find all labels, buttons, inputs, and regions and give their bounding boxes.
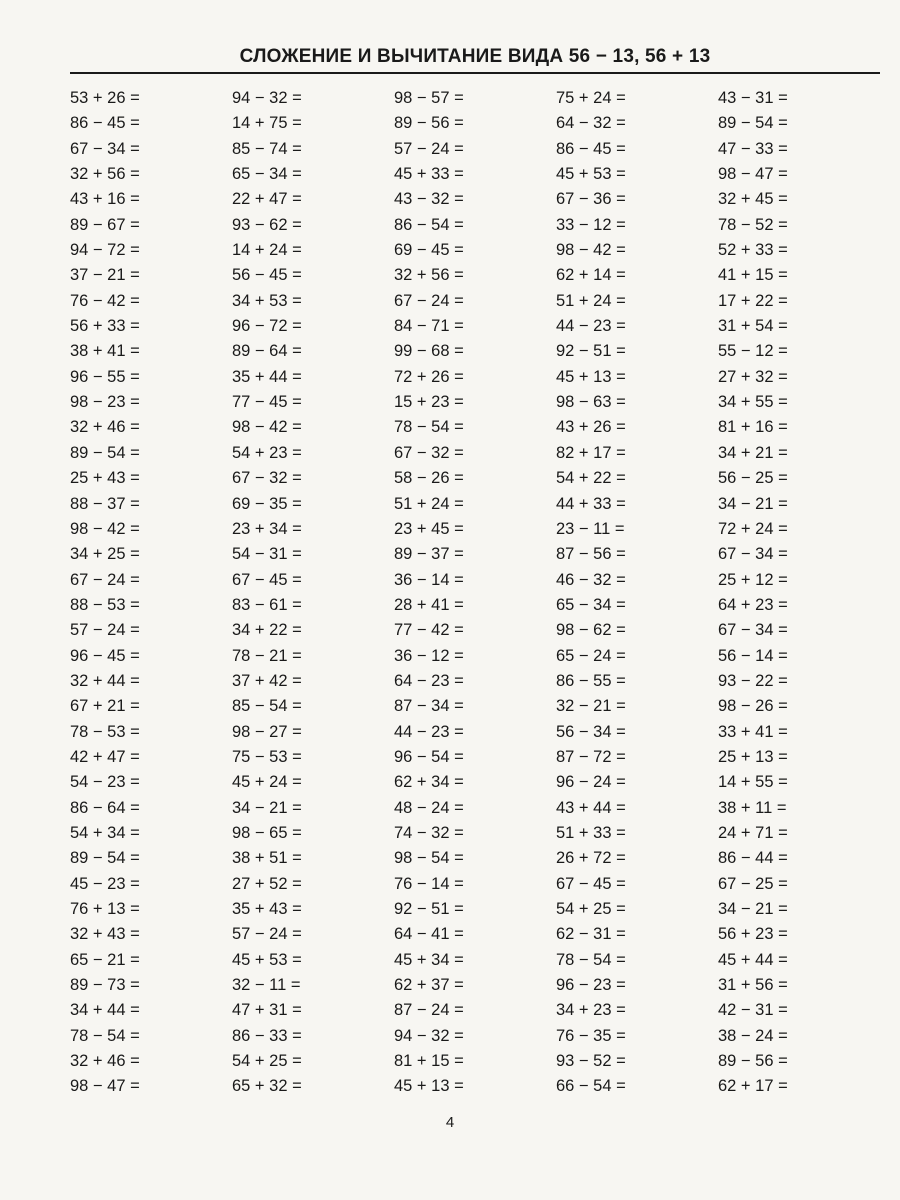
- exercise-item: 98 − 57 =: [394, 89, 464, 107]
- exercise-item: 32 − 11 =: [232, 976, 301, 995]
- exercise-item: 23 − 11 =: [556, 519, 625, 538]
- exercise-item: 34 + 22 =: [232, 621, 302, 640]
- page-number: 4: [445, 1114, 455, 1131]
- exercise-item: 54 + 23 =: [232, 443, 302, 462]
- exercise-item: 94 − 72 =: [70, 241, 140, 260]
- exercise-item: 56 + 23 =: [718, 925, 788, 944]
- exercise-column: [718, 86, 850, 1100]
- exercise-item: 98 − 62 =: [556, 621, 626, 640]
- exercise-item: 27 + 32 =: [718, 367, 788, 386]
- exercise-item: 57 − 24 =: [232, 925, 302, 944]
- exercise-item: 82 + 17 =: [556, 443, 626, 462]
- exercise-item: 89 − 56 =: [394, 114, 464, 133]
- exercise-item: 34 + 44 =: [70, 1001, 140, 1020]
- exercise-item: 64 − 41 =: [394, 925, 464, 944]
- exercise-item: 89 − 56 =: [718, 1052, 788, 1071]
- exercise-item: 93 − 22 =: [718, 671, 788, 690]
- exercise-item: 44 − 23 =: [556, 317, 626, 336]
- exercise-item: 53 + 26 =: [70, 89, 140, 107]
- exercise-item: 93 − 52 =: [556, 1052, 626, 1071]
- exercise-item: 62 − 31 =: [556, 925, 626, 944]
- exercise-item: 64 − 23 =: [394, 671, 464, 690]
- exercise-item: 43 − 31 =: [718, 89, 788, 107]
- exercise-item: 96 − 23 =: [556, 976, 626, 995]
- exercise-item: 98 − 65 =: [232, 823, 302, 842]
- exercise-item: 45 − 23 =: [70, 874, 140, 893]
- exercise-item: 87 − 56 =: [556, 545, 626, 564]
- exercise-item: 96 − 24 =: [556, 773, 626, 792]
- exercise-item: 17 + 22 =: [718, 291, 788, 310]
- exercise-item: 98 − 23 =: [70, 393, 140, 412]
- exercise-item: 65 − 24 =: [556, 646, 626, 665]
- exercise-item: 87 − 34 =: [394, 697, 464, 716]
- exercise-item: 14 + 24 =: [232, 241, 302, 260]
- exercise-item: 54 + 34 =: [70, 823, 140, 842]
- exercise-item: 47 + 31 =: [232, 1001, 302, 1020]
- page-title: СЛОЖЕНИЕ И ВЫЧИТАНИЕ ВИДА 56 − 13, 56 + 13: [239, 46, 711, 67]
- exercise-item: 98 − 47 =: [718, 165, 788, 184]
- exercise-item: 67 − 34 =: [718, 545, 788, 564]
- exercise-item: 43 + 44 =: [556, 798, 626, 817]
- exercise-item: 33 − 12 =: [556, 215, 626, 234]
- exercise-item: 43 + 26 =: [556, 418, 626, 437]
- exercise-item: 31 + 56 =: [718, 976, 788, 995]
- exercise-item: 86 − 44 =: [718, 849, 788, 868]
- exercise-item: 64 − 32 =: [556, 114, 626, 133]
- exercise-item: 32 + 56 =: [394, 266, 464, 285]
- exercise-item: 35 + 44 =: [232, 367, 302, 386]
- exercise-column: [70, 86, 232, 1100]
- exercise-item: 34 + 23 =: [556, 1001, 626, 1020]
- exercise-item: 86 − 45 =: [556, 139, 626, 158]
- exercise-item: 67 − 45 =: [556, 874, 626, 893]
- exercise-item: 14 + 75 =: [232, 114, 302, 133]
- exercise-item: 78 − 52 =: [718, 215, 788, 234]
- exercise-item: 35 + 43 =: [232, 900, 302, 918]
- exercise-item: 96 − 45 =: [70, 646, 140, 665]
- exercise-item: 86 − 64 =: [70, 798, 140, 817]
- exercise-item: 96 − 54 =: [394, 747, 464, 766]
- exercise-item: 45 + 33 =: [394, 165, 464, 184]
- exercise-item: 57 − 24 =: [70, 621, 140, 640]
- exercise-item: 69 − 45 =: [394, 241, 464, 260]
- exercise-grid: [70, 86, 850, 1100]
- exercise-item: 56 − 34 =: [556, 722, 626, 741]
- exercise-item: 34 − 21 =: [718, 494, 788, 513]
- exercise-item: 45 + 34 =: [394, 950, 464, 969]
- exercise-item: 89 − 64 =: [232, 342, 302, 361]
- exercise-item: 44 − 23 =: [394, 722, 464, 741]
- exercise-item: 25 + 12 =: [718, 570, 788, 589]
- exercise-item: 32 + 44 =: [70, 671, 140, 690]
- exercise-item: 65 − 21 =: [70, 950, 140, 969]
- exercise-item: 67 − 45 =: [232, 570, 302, 589]
- exercise-column: [232, 86, 394, 1100]
- exercise-item: 98 − 27 =: [232, 722, 302, 741]
- exercise-item: 89 − 37 =: [394, 545, 464, 564]
- exercise-item: 78 − 21 =: [232, 646, 302, 665]
- exercise-item: 23 + 45 =: [394, 519, 464, 538]
- exercise-item: 45 + 24 =: [232, 773, 302, 792]
- exercise-item: 98 − 63 =: [556, 393, 626, 412]
- exercise-item: 67 − 24 =: [394, 291, 464, 310]
- exercise-item: 57 − 24 =: [394, 139, 464, 158]
- exercise-item: 65 + 32 =: [232, 1077, 302, 1096]
- exercise-item: 67 − 34 =: [70, 139, 140, 158]
- exercise-item: 36 − 14 =: [394, 570, 464, 589]
- exercise-item: 43 + 16 =: [70, 190, 140, 209]
- exercise-item: 98 − 42 =: [232, 418, 302, 437]
- exercise-item: 72 + 24 =: [718, 519, 788, 538]
- exercise-item: 55 − 12 =: [718, 342, 788, 361]
- exercise-item: 14 + 55 =: [718, 773, 788, 792]
- exercise-item: 99 − 68 =: [394, 342, 464, 361]
- exercise-item: 67 + 21 =: [70, 697, 140, 716]
- exercise-item: 67 − 24 =: [70, 570, 140, 589]
- exercise-item: 54 − 23 =: [70, 773, 140, 792]
- exercise-item: 67 − 34 =: [718, 621, 788, 640]
- exercise-item: 86 − 54 =: [394, 215, 464, 234]
- exercise-item: 34 + 55 =: [718, 393, 788, 412]
- exercise-item: 25 + 43 =: [70, 469, 140, 488]
- exercise-item: 47 − 33 =: [718, 139, 788, 158]
- exercise-item: 46 − 32 =: [556, 570, 626, 589]
- exercise-item: 88 − 53 =: [70, 595, 140, 614]
- exercise-item: 33 + 41 =: [718, 722, 788, 741]
- exercise-item: 51 + 33 =: [556, 823, 626, 842]
- exercise-item: 85 − 74 =: [232, 139, 302, 158]
- exercise-item: 54 + 22 =: [556, 469, 626, 488]
- exercise-item: 94 − 32 =: [232, 89, 302, 107]
- exercise-item: 43 − 32 =: [394, 190, 464, 209]
- exercise-item: 78 − 54 =: [556, 950, 626, 969]
- exercise-item: 22 + 47 =: [232, 190, 302, 209]
- exercise-item: 75 − 53 =: [232, 747, 302, 766]
- title-underline: [70, 72, 880, 74]
- exercise-item: 89 − 54 =: [70, 443, 140, 462]
- exercise-item: 81 + 16 =: [718, 418, 788, 437]
- exercise-item: 51 + 24 =: [556, 291, 626, 310]
- exercise-item: 89 − 73 =: [70, 976, 140, 995]
- exercise-item: 67 − 25 =: [718, 874, 788, 893]
- exercise-item: 42 − 31 =: [718, 1001, 788, 1020]
- exercise-item: 34 + 21 =: [718, 443, 788, 462]
- exercise-item: 81 + 15 =: [394, 1052, 464, 1071]
- exercise-item: 69 − 35 =: [232, 494, 302, 513]
- exercise-item: 45 + 44 =: [718, 950, 788, 969]
- exercise-item: 38 + 11 =: [718, 798, 787, 817]
- exercise-item: 41 + 15 =: [718, 266, 788, 285]
- exercise-item: 42 + 47 =: [70, 747, 140, 766]
- exercise-item: 37 − 21 =: [70, 266, 140, 285]
- exercise-item: 32 + 46 =: [70, 1052, 140, 1071]
- exercise-item: 65 − 34 =: [232, 165, 302, 184]
- exercise-item: 36 − 12 =: [394, 646, 464, 665]
- exercise-item: 75 + 24 =: [556, 89, 626, 107]
- exercise-column: [556, 86, 718, 1100]
- exercise-item: 44 + 33 =: [556, 494, 626, 513]
- exercise-item: 87 − 24 =: [394, 1001, 464, 1020]
- exercise-item: 34 − 21 =: [232, 798, 302, 817]
- exercise-item: 26 + 72 =: [556, 849, 626, 868]
- exercise-item: 38 + 41 =: [70, 342, 140, 361]
- exercise-item: 86 − 55 =: [556, 671, 626, 690]
- exercise-item: 45 + 53 =: [232, 950, 302, 969]
- exercise-item: 15 + 23 =: [394, 393, 464, 412]
- exercise-item: 77 − 45 =: [232, 393, 302, 412]
- exercise-item: 34 + 53 =: [232, 291, 302, 310]
- exercise-item: 31 + 54 =: [718, 317, 788, 336]
- exercise-item: 32 + 46 =: [70, 418, 140, 437]
- exercise-item: 96 − 72 =: [232, 317, 302, 336]
- exercise-item: 76 + 13 =: [70, 900, 140, 918]
- exercise-item: 54 + 25 =: [232, 1052, 302, 1071]
- exercise-item: 76 − 42 =: [70, 291, 140, 310]
- exercise-item: 38 − 24 =: [718, 1026, 788, 1045]
- exercise-item: 77 − 42 =: [394, 621, 464, 640]
- exercise-item: 74 − 32 =: [394, 823, 464, 842]
- exercise-item: 54 − 31 =: [232, 545, 302, 564]
- exercise-item: 98 − 42 =: [556, 241, 626, 260]
- exercise-item: 24 + 71 =: [718, 823, 788, 842]
- exercise-item: 45 + 13 =: [556, 367, 626, 386]
- exercise-item: 78 − 54 =: [70, 1026, 140, 1045]
- exercise-item: 64 + 23 =: [718, 595, 788, 614]
- exercise-item: 87 − 72 =: [556, 747, 626, 766]
- exercise-item: 89 − 54 =: [70, 849, 140, 868]
- exercise-item: 32 + 56 =: [70, 165, 140, 184]
- exercise-item: 62 + 17 =: [718, 1077, 788, 1096]
- exercise-item: 62 + 34 =: [394, 773, 464, 792]
- exercise-item: 48 − 24 =: [394, 798, 464, 817]
- exercise-item: 62 + 37 =: [394, 976, 464, 995]
- exercise-item: 34 + 25 =: [70, 545, 140, 564]
- exercise-item: 84 − 71 =: [394, 317, 464, 336]
- exercise-item: 32 + 43 =: [70, 925, 140, 944]
- exercise-item: 67 − 32 =: [232, 469, 302, 488]
- exercise-item: 45 + 53 =: [556, 165, 626, 184]
- exercise-item: 93 − 62 =: [232, 215, 302, 234]
- exercise-item: 66 − 54 =: [556, 1077, 626, 1096]
- exercise-item: 98 − 54 =: [394, 849, 464, 868]
- exercise-item: 85 − 54 =: [232, 697, 302, 716]
- exercise-item: 83 − 61 =: [232, 595, 302, 614]
- exercise-item: 23 + 34 =: [232, 519, 302, 538]
- exercise-item: 62 + 14 =: [556, 266, 626, 285]
- exercise-item: 78 − 54 =: [394, 418, 464, 437]
- exercise-item: 72 + 26 =: [394, 367, 464, 386]
- exercise-item: 86 − 45 =: [70, 114, 140, 133]
- exercise-item: 27 + 52 =: [232, 874, 302, 893]
- exercise-item: 25 + 13 =: [718, 747, 788, 766]
- exercise-item: 92 − 51 =: [394, 900, 464, 918]
- exercise-item: 67 − 36 =: [556, 190, 626, 209]
- exercise-item: 86 − 33 =: [232, 1026, 302, 1045]
- exercise-item: 78 − 53 =: [70, 722, 140, 741]
- exercise-item: 28 + 41 =: [394, 595, 464, 614]
- exercise-item: 98 − 47 =: [70, 1077, 140, 1096]
- exercise-item: 56 − 45 =: [232, 266, 302, 285]
- exercise-item: 52 + 33 =: [718, 241, 788, 260]
- exercise-item: 89 − 54 =: [718, 114, 788, 133]
- exercise-item: 38 + 51 =: [232, 849, 302, 868]
- exercise-item: 65 − 34 =: [556, 595, 626, 614]
- exercise-item: 58 − 26 =: [394, 469, 464, 488]
- exercise-column: [394, 86, 556, 1100]
- exercise-item: 98 − 42 =: [70, 519, 140, 538]
- exercise-item: 89 − 67 =: [70, 215, 140, 234]
- exercise-item: 32 − 21 =: [556, 697, 626, 716]
- exercise-item: 56 − 25 =: [718, 469, 788, 488]
- exercise-item: 96 − 55 =: [70, 367, 140, 386]
- exercise-item: 98 − 26 =: [718, 697, 788, 716]
- exercise-item: 94 − 32 =: [394, 1026, 464, 1045]
- exercise-item: 32 + 45 =: [718, 190, 788, 209]
- exercise-item: 37 + 42 =: [232, 671, 302, 690]
- exercise-item: 76 − 14 =: [394, 874, 464, 893]
- exercise-item: 67 − 32 =: [394, 443, 464, 462]
- exercise-item: 54 + 25 =: [556, 900, 626, 918]
- exercise-item: 45 + 13 =: [394, 1077, 464, 1096]
- exercise-item: 56 − 14 =: [718, 646, 788, 665]
- exercise-item: 56 + 33 =: [70, 317, 140, 336]
- exercise-item: 51 + 24 =: [394, 494, 464, 513]
- exercise-item: 34 − 21 =: [718, 900, 788, 918]
- exercise-item: 92 − 51 =: [556, 342, 626, 361]
- exercise-item: 88 − 37 =: [70, 494, 140, 513]
- exercise-item: 76 − 35 =: [556, 1026, 626, 1045]
